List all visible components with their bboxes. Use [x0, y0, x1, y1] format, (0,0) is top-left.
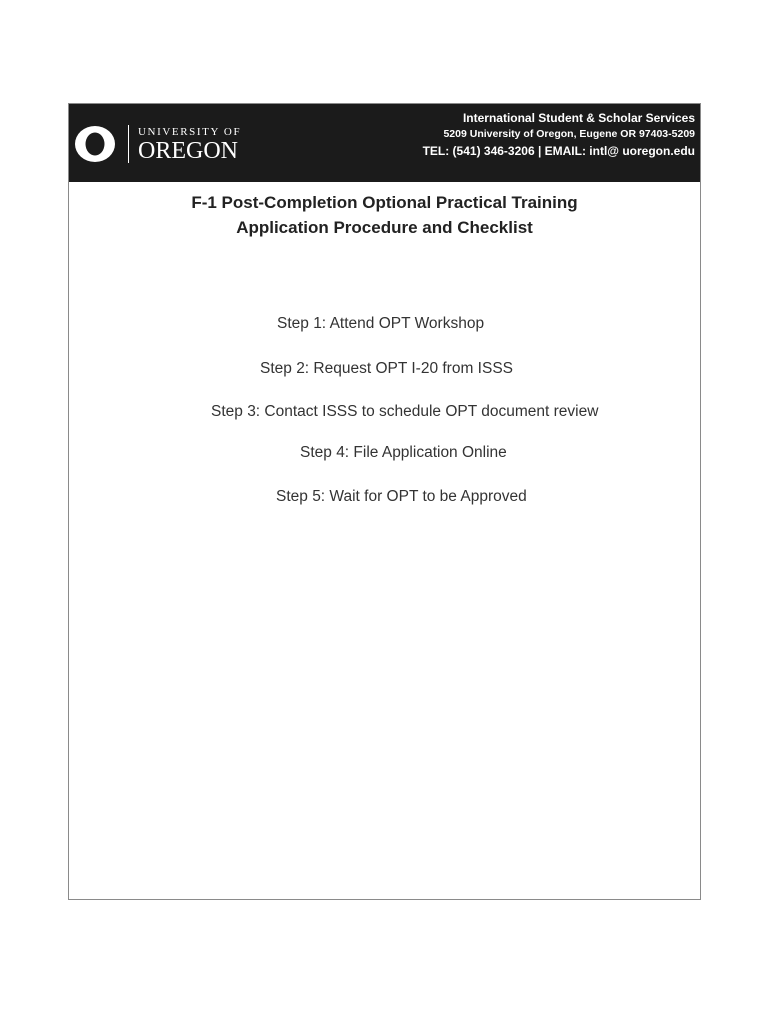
step-3: Step 3: Contact ISSS to schedule OPT document review [211, 403, 599, 420]
title-line-1: F-1 Post-Completion Optional Practical Training [191, 193, 578, 212]
logo-university-text: UNIVERSITY OF [138, 126, 242, 138]
logo-oregon-text: OREGON [138, 138, 238, 164]
office-name: International Student & Scholar Services [462, 111, 695, 125]
office-contact: TEL: (541) 346-3206 | EMAIL: intl@ uoregon.edu [422, 144, 695, 158]
step-1: Step 1: Attend OPT Workshop [277, 315, 485, 332]
office-address: 5209 University of Oregon, Eugene OR 97403-5209 [443, 128, 695, 140]
step-2: Step 2: Request OPT I-20 from ISSS [260, 360, 513, 377]
document-page [68, 103, 701, 900]
step-5: Step 5: Wait for OPT to be Approved [276, 488, 527, 505]
steps-list [69, 104, 700, 899]
step-4: Step 4: File Application Online [300, 444, 507, 461]
title-line-2: Application Procedure and Checklist [236, 218, 533, 237]
